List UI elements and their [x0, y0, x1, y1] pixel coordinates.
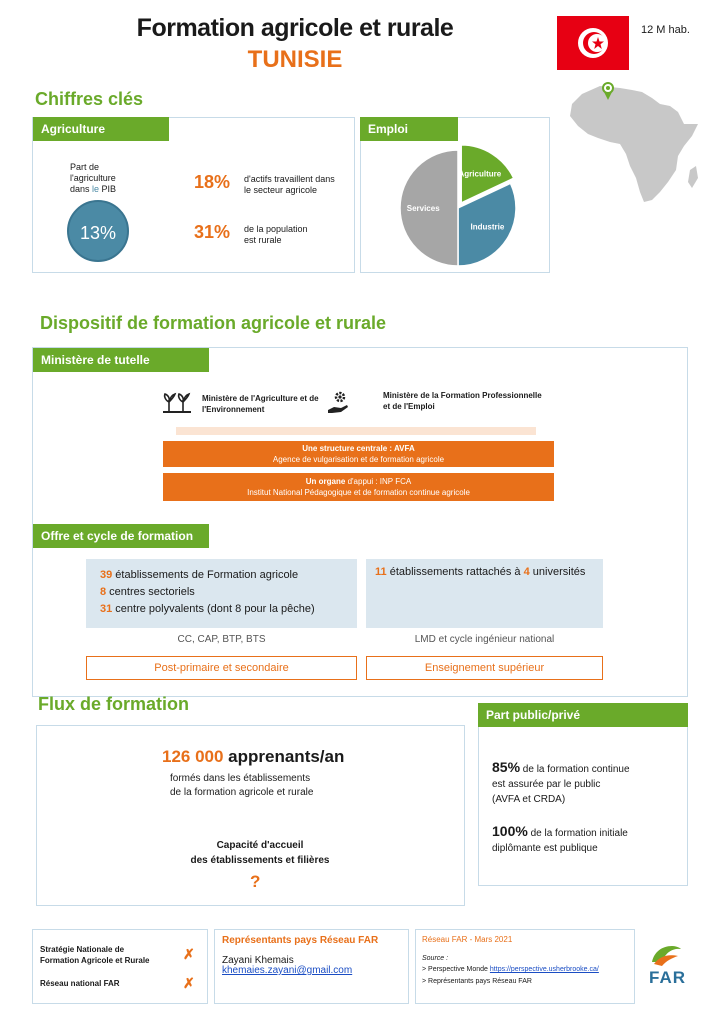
page-title: Formation agricole et rurale [136, 14, 454, 42]
niveau-secondaire: Post-primaire et secondaire [86, 656, 357, 680]
chiffres-heading: Chiffres clés [35, 89, 144, 109]
tutelle-label: Ministère de tutelle [33, 348, 209, 372]
avfa-bar: Une structure centrale : AVFA Agence de vulgarisation et de formation agricole [163, 441, 554, 467]
src-label: Source : [422, 955, 449, 962]
niveau-superieur: Enseignement supérieur [366, 656, 603, 680]
rural-text: de la population est rurale [244, 224, 308, 245]
src-link[interactable]: https://perspective.usherbrooke.ca/ [489, 966, 599, 973]
part-label: Part public/privé [478, 703, 688, 727]
dispositif-heading: Dispositif de formation agricole et rurale [40, 313, 387, 333]
flag-emblem-icon [557, 16, 629, 70]
country-name: TUNISIE [247, 46, 343, 73]
pib-text [70, 162, 116, 195]
pib-circle [67, 200, 129, 262]
pie-label-industrie: Industrie [470, 222, 505, 232]
apprenants-line: 126 000 apprenants/an [162, 747, 345, 766]
ministere-agri: Ministère de l'Agriculture et de l'Environnement [202, 394, 319, 414]
flux-heading: Flux de formation [38, 694, 190, 714]
capacite-value: ? [250, 872, 261, 891]
connector-bar [176, 427, 536, 435]
pie-label-agriculture: Agriculture [458, 169, 502, 179]
actifs-text: d'actifs travaillent dans le secteur agricole [244, 174, 335, 195]
src-heading: Réseau FAR - Mars 2021 [422, 935, 513, 944]
gear-hand-icon [326, 388, 352, 416]
apprenants-text: formés dans les établissements de la formation agricole et rurale [170, 773, 314, 798]
rep-name: Zayani Khemais [222, 955, 294, 966]
src-line-2: > Représentants pays Réseau FAR [422, 978, 532, 985]
pib-text-line: l'agriculture [70, 173, 116, 183]
pib-text-line: dans le PIB [70, 184, 117, 194]
part-public-initiale: 100% de la formation initiale diplômante est publique [492, 823, 628, 854]
rep-heading: Représentants pays Réseau FAR [222, 935, 379, 946]
emploi-label: Emploi [360, 117, 458, 141]
emploi-pie-chart [396, 142, 526, 272]
tunisia-flag [557, 16, 629, 70]
agriculture-label: Agriculture [33, 117, 169, 141]
africa-map-icon [560, 74, 710, 214]
strategie-text: Stratégie Nationale de Formation Agricole et Rurale [40, 945, 150, 965]
seedling-icon [162, 390, 192, 414]
offre-label: Offre et cycle de formation [33, 524, 209, 548]
reseau-national-text: Réseau national FAR [40, 979, 120, 988]
rural-value: 31% [194, 222, 231, 242]
apprenants-value: 126 000 [162, 747, 224, 766]
reseau-mark-icon: ✗ [183, 975, 195, 991]
pib-text-line: Part de [70, 162, 100, 172]
far-logo-icon [648, 942, 684, 968]
secondaire-list: 39 établissements de Formation agricole 8 centres sectoriels 31 centre polyvalents (dont 8 pour la pêche) [100, 569, 315, 615]
footer-strategie [32, 929, 208, 1004]
src-line-1: > Perspective Monde https://perspective.usherbrooke.ca/ [422, 966, 599, 973]
superieur-text: 11 établissements rattachés à 4 universités [375, 566, 586, 578]
diplomes-superieur: LMD et cycle ingénieur national [414, 634, 555, 645]
capacite-text: Capacité d'accueil des établissements et filières [190, 840, 330, 866]
population-label: 12 M hab. [641, 24, 690, 36]
pie-label-services: Services [406, 204, 440, 213]
rep-email-link[interactable]: khemaies.zayani@gmail.com [222, 965, 353, 976]
far-logo-text: FAR [649, 968, 686, 987]
pib-value: 13% [79, 223, 117, 243]
diplomes-secondaire: CC, CAP, BTP, BTS [177, 634, 266, 645]
ministere-fp: Ministère de la Formation Professionnelle et de l'Emploi [383, 391, 542, 411]
inp-bar: Un organe d'appui : INP FCA Institut National Pédagogique et de formation continue agricole [163, 473, 554, 501]
strategie-mark-icon: ✗ [183, 946, 195, 962]
part-public-continue: 85% de la formation continue est assurée par le public (AVFA et CRDA) [492, 759, 630, 805]
actifs-value: 18% [194, 172, 231, 192]
